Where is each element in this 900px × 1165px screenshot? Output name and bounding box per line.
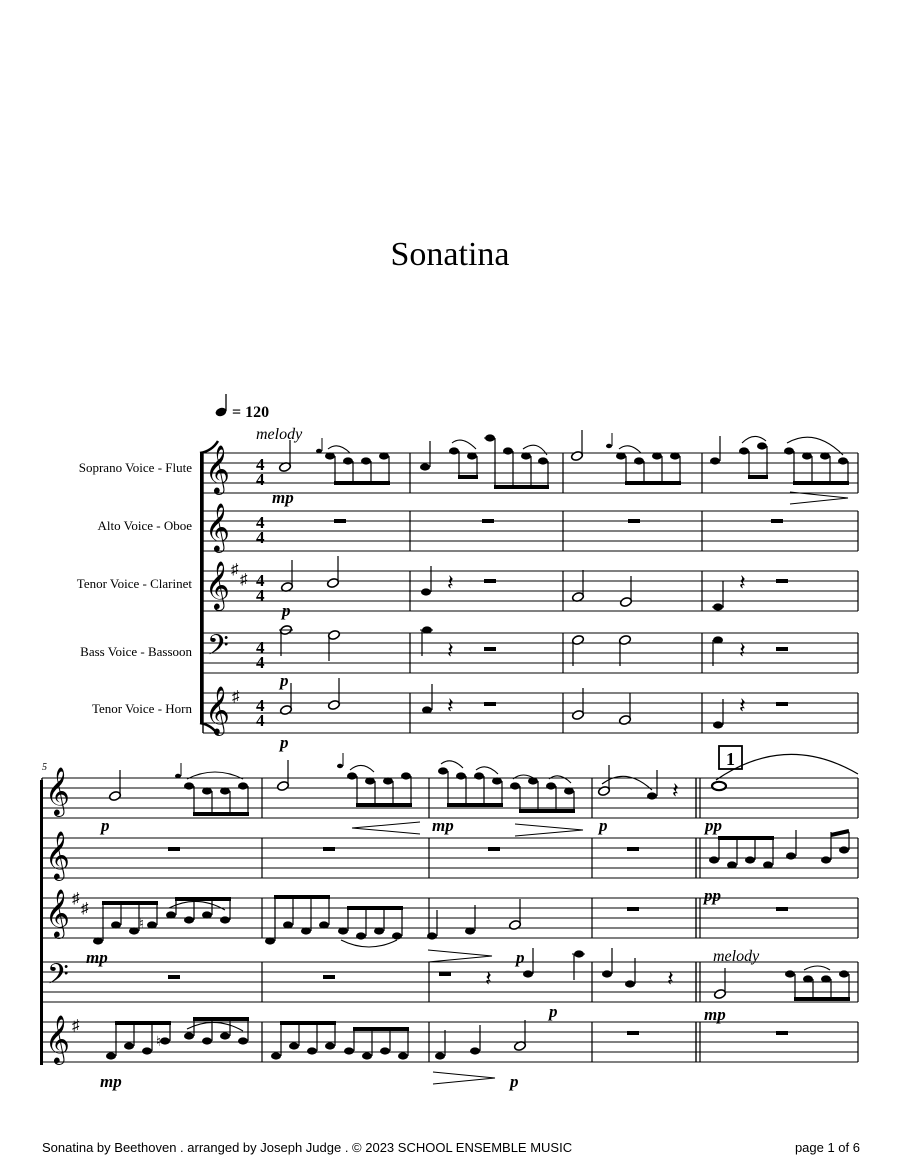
treble-clef-icon: 𝄞	[205, 444, 230, 493]
svg-text:4: 4	[256, 653, 265, 672]
quarter-rest-icon: 𝄽	[739, 694, 746, 719]
svg-text:4: 4	[256, 696, 265, 715]
dynamic-marking: mp	[86, 948, 108, 967]
dynamic-marking: p	[510, 1072, 519, 1091]
quarter-rest-icon: 𝄽	[447, 694, 454, 719]
horn-system-1-rests	[447, 694, 746, 719]
svg-text:4: 4	[256, 571, 265, 590]
bass-clef-icon: 𝄢	[207, 629, 229, 669]
instrument-label-clarinet: Tenor Voice - Clarinet	[76, 576, 192, 591]
system-1-staves	[203, 453, 858, 733]
score-title: Sonatina	[390, 236, 510, 273]
quarter-rest-icon: 𝄽	[485, 967, 492, 992]
tempo-value: = 120	[232, 404, 270, 421]
svg-text:4: 4	[256, 513, 265, 532]
instrument-label-oboe: Alto Voice - Oboe	[97, 518, 192, 533]
dynamic-marking: mp	[704, 1005, 726, 1024]
bassoon-system-1-notes	[279, 625, 788, 666]
quarter-rest-icon: 𝄽	[447, 571, 454, 596]
dynamic-marking: mp	[272, 488, 294, 507]
treble-clef-icon: 𝄞	[205, 502, 230, 551]
svg-text:4: 4	[256, 455, 265, 474]
treble-clef-icon: 𝄞	[45, 1014, 70, 1063]
dynamic-marking: p	[549, 1002, 558, 1021]
treble-clef-icon: 𝄞	[205, 685, 230, 734]
quarter-rest-icon: 𝄽	[739, 571, 746, 596]
svg-text:4: 4	[256, 528, 265, 547]
sharp-icon: ♯	[72, 1018, 80, 1034]
dynamic-marking: mp	[100, 1072, 122, 1091]
expression-melody-2: melody	[713, 948, 760, 965]
flute-system-2-notes	[109, 753, 858, 836]
treble-clef-icon: 𝄞	[45, 830, 70, 879]
svg-text:4: 4	[256, 711, 265, 730]
tempo-marking	[214, 394, 269, 421]
bass-clef-icon: 𝄢	[47, 958, 69, 998]
treble-clef-icon: 𝄞	[45, 888, 70, 937]
natural-icon: ♮	[139, 917, 145, 932]
system-2-clefs	[45, 766, 89, 1065]
dynamic-marking: pp	[704, 886, 721, 905]
rehearsal-mark: 1	[726, 749, 735, 769]
dynamic-marking: p	[101, 816, 110, 835]
treble-clef-icon: 𝄞	[205, 560, 230, 609]
sharp-icon: ♯	[232, 689, 240, 705]
clarinet-system-1-rests	[447, 571, 746, 596]
flute-system-2-rests	[672, 779, 679, 804]
clarinet-system-1-notes	[281, 556, 788, 611]
treble-clef-icon: 𝄞	[45, 766, 70, 815]
expression-melody-1: melody	[256, 426, 303, 443]
dynamic-marking: p	[516, 948, 525, 967]
dynamic-marking: pp	[705, 816, 722, 835]
svg-text:4: 4	[256, 638, 265, 657]
measure-number: 5	[42, 762, 47, 773]
footer-page-number: page 1 of 6	[794, 1140, 860, 1155]
quarter-rest-icon: 𝄽	[447, 639, 454, 664]
sharp-icon: ♯	[72, 891, 80, 907]
dynamic-marking: p	[282, 601, 291, 620]
dynamic-marking: mp	[432, 816, 454, 835]
svg-text:4: 4	[256, 470, 265, 489]
time-signatures	[256, 455, 265, 730]
dynamic-marking: p	[280, 733, 289, 752]
quarter-rest-icon: 𝄽	[667, 967, 674, 992]
quarter-rest-icon: 𝄽	[739, 639, 746, 664]
instrument-label-flute: Soprano Voice - Flute	[78, 460, 192, 475]
instrument-label-horn: Tenor Voice - Horn	[91, 701, 192, 716]
quarter-rest-icon: 𝄽	[672, 779, 679, 804]
footer-credits: Sonatina by Beethoven . arranged by Joseph Judge . © 2023 SCHOOL ENSEMBLE MUSIC	[42, 1140, 573, 1155]
sharp-icon: ♯	[240, 572, 248, 588]
horn-system-2-notes	[106, 1017, 788, 1084]
system-1-clefs	[205, 444, 248, 736]
natural-icon: ♮	[156, 1035, 162, 1050]
dynamic-marking: p	[280, 671, 289, 690]
sharp-icon: ♯	[231, 562, 239, 578]
dynamic-marking: p	[599, 816, 608, 835]
bassoon-system-2-rests	[485, 967, 674, 992]
sharp-icon: ♯	[81, 901, 89, 917]
svg-text:4: 4	[256, 586, 265, 605]
oboe-system-2-notes	[168, 830, 849, 869]
instrument-label-bassoon: Bass Voice - Bassoon	[80, 644, 192, 659]
